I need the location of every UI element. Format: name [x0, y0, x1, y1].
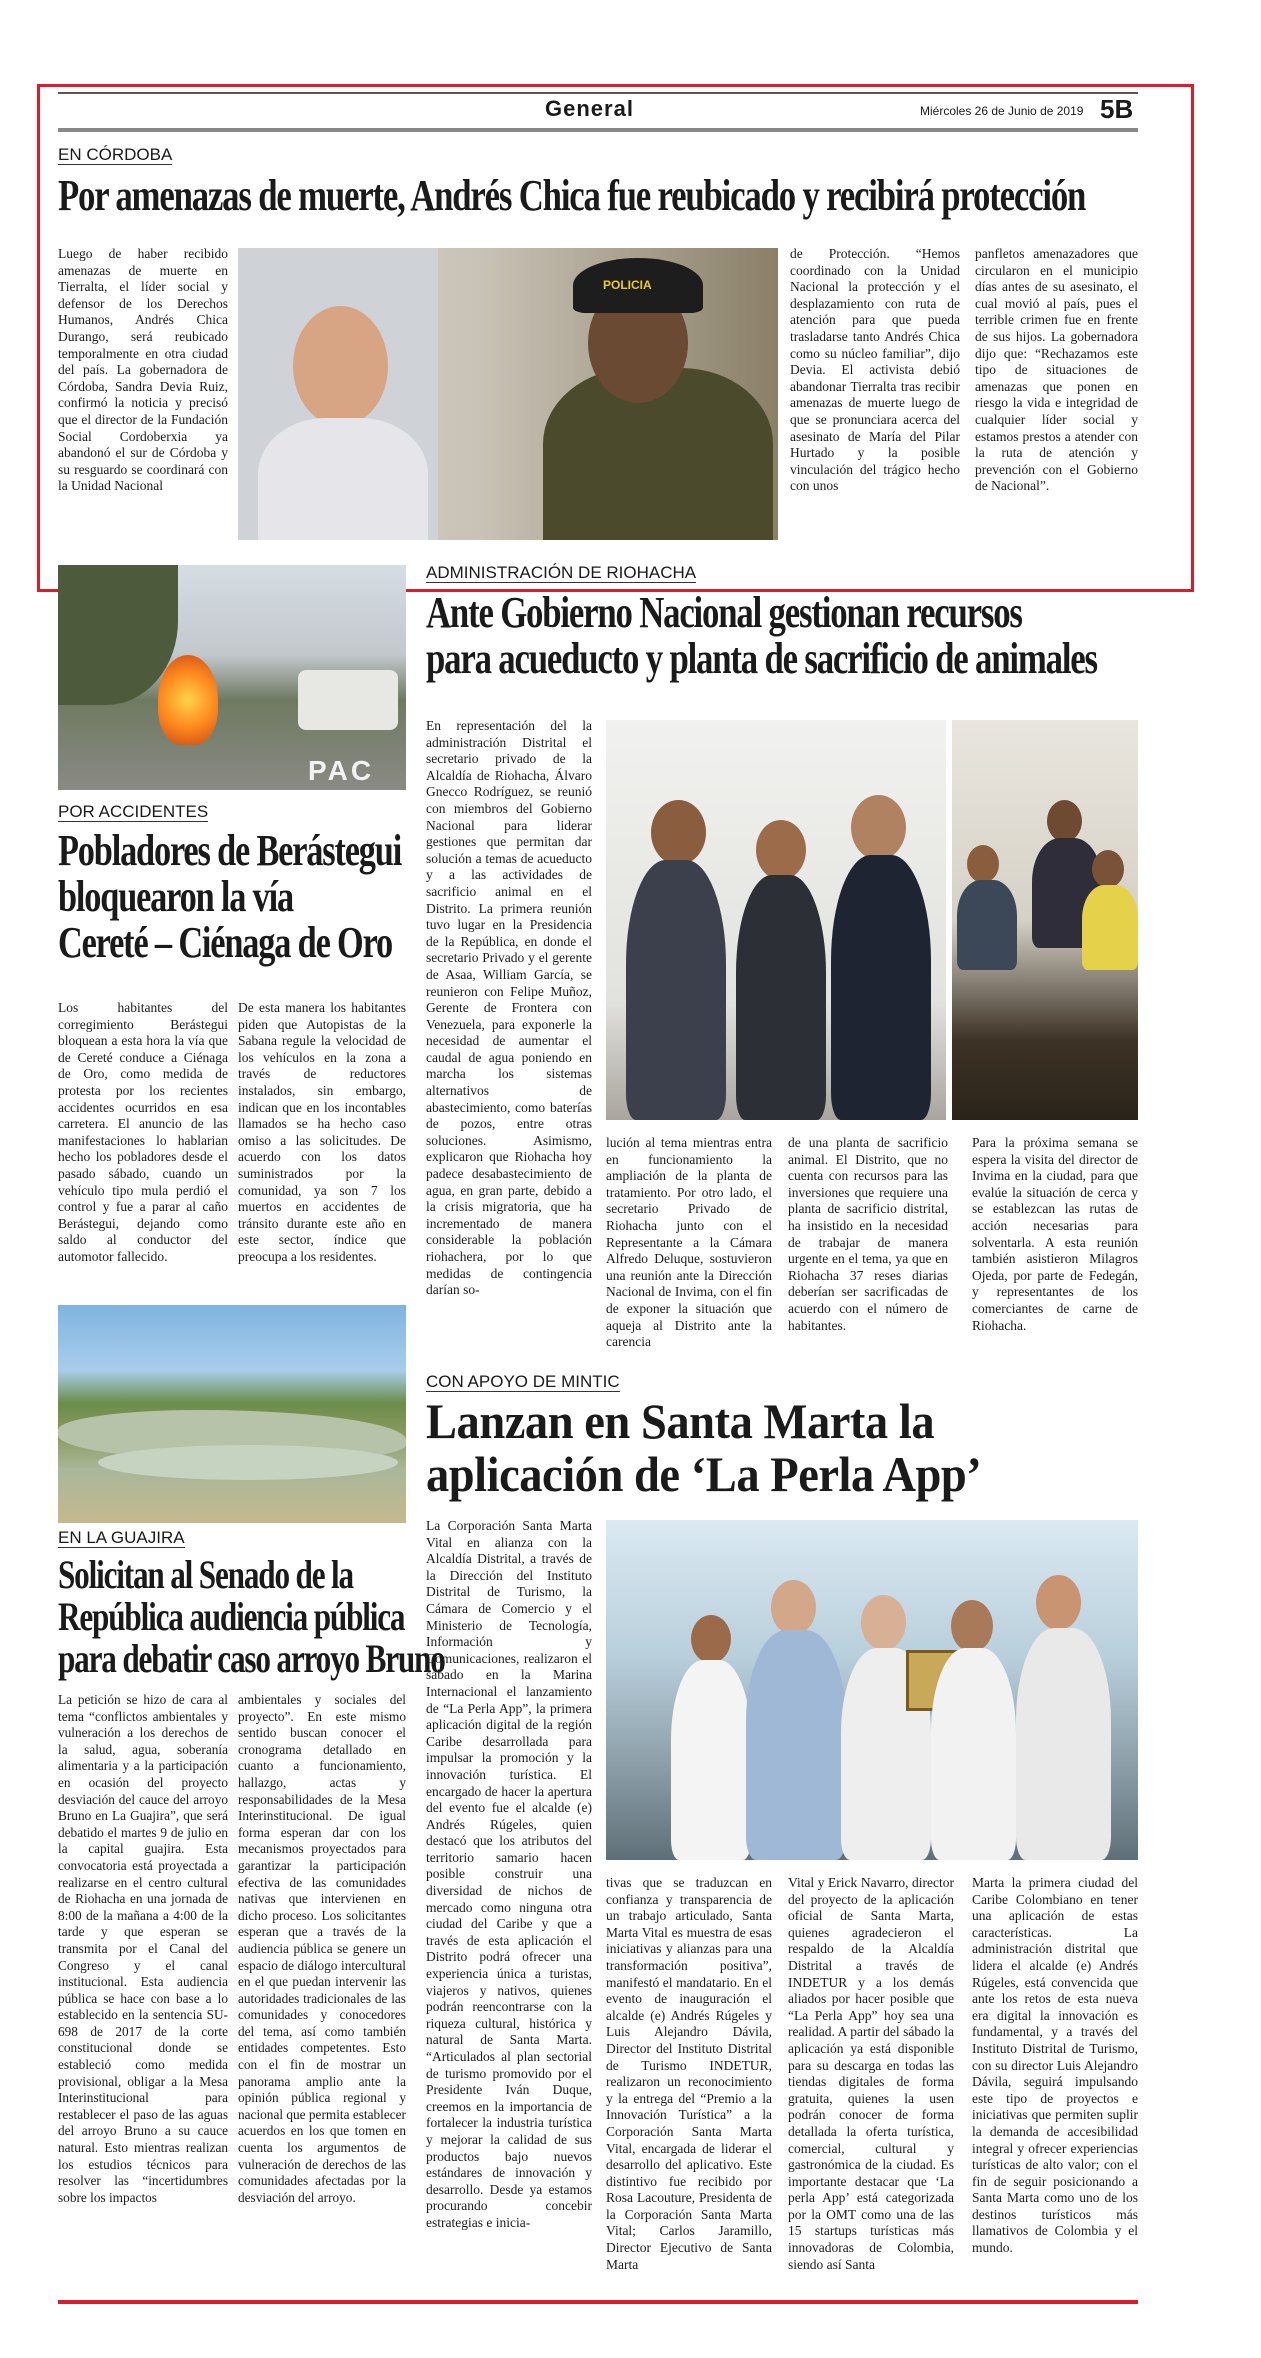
story1-col1: Luego de haber recibido amenazas de muerte en Tierralta, el líder social y defensor de los Derechos Humanos, Andrés Chica Durango, será reubicado temporalmente en otra ciudad del país. La gobernadora de Córdoba, Sandra Devia Ruiz, confirmó la noticia y precisó que el director de la Fundación Social Cordoberxia ya abandonó el sur de Córdoba y su resguardo se coordinará con la Unidad Nacional: [58, 246, 228, 494]
story2-photo: [58, 565, 406, 790]
story5-headline: [426, 1395, 981, 1500]
story3-col4: Para la próxima semana se espera la visita del director de Invima en la ciudad, para que evalúe la situación de cerca y se establezcan las rutas de acción necesarias para solventarla. A esta reunión también asistieron Milagros Ojeda, por parte de Fedegán, y representantes de los comerciantes de carne de Riohacha.: [972, 1135, 1138, 1333]
story3-headline: [426, 590, 1097, 682]
story5-headline-line2: aplicación de ‘La Perla App’: [426, 1445, 982, 1502]
story3-headline-line2: para acueducto y planta de sacrificio de animales: [426, 634, 1097, 684]
story5-col3: Vital y Erick Navarro, director del proyecto de la aplicación oficial de Santa Marta, quienes agradecieron el respaldo de la Alcaldía Distrital a través de INDETUR y a los demás aliados por hacer posible que “La Perla App” hoy sea una realidad. A partir del sábado la aplicación ya está disponible para su descarga en todas las tiendas digitales de forma gratuita, quienes la usen podrán conocer de forma detallada la oferta turística, comercial, cultural y gastronómica de la ciudad. Es importante destacar que ‘La perla App’ está categorizada por la OMT como una de las 15 startups turísticas más innovadoras de Colombia, siendo así Santa: [788, 1875, 954, 2272]
story4-col1: La petición se hizo de cara al tema “conflictos ambientales y vulneración a los derechos de la salud, agua, soberanía alimentaria y a la participación en ocasión del proyecto desviación del cauce del arroyo Bruno en La Guajira”, que será debatido el martes 9 de julio en la capital guajira. Esta convocatoria está proyectada a realizarse en el centro cultural de Riohacha en una jornada de 8:00 de la mañana a 4:00 de la tarde y que esperan se transmita por el Canal del Congreso y el canal institucional. Esta audiencia pública se hace con base a lo establecido en la sentencia SU-698 de 2017 de la corte constitucional donde se estableció como medida provisional, obligar a la Mesa Interinstitucional para restablecer el paso de las aguas del arroyo Bruno a su cauce natural. Esto mientras realizan los estudios técnicos para resolver las “incertidumbres sobre los impactos: [58, 1692, 228, 2205]
story5-col2: tivas que se traduzcan en confianza y transparencia de un trabajo articulado, Santa Marta Vital es muestra de esas iniciativas y alianzas para una transformación positiva”, manifestó el mandatario. En el evento de inauguración el alcalde (e) Andrés Rúgeles y Luis Alejandro Dávila, Director del Instituto Distrital de Turismo INDETUR, realizaron un reconocimiento y la entrega del “Premio a la Innovación Turística” a la Corporación Santa Marta Vital, encargada de liderar el desarrollo del aplicativo. Este distintivo fue recibido por Rosa Lacouture, Presidenta de la Corporación Santa Marta Vital; Carlos Jaramillo, Director Ejecutivo de Santa Marta: [606, 1875, 772, 2272]
story5-headline-line1: Lanzan en Santa Marta la: [426, 1393, 935, 1449]
story1-kicker: EN CÓRDOBA: [58, 145, 173, 164]
story2-col2: De esta manera los habitantes piden que Autopistas de la Sabana regule la velocidad de los vehículos en la zona a través de reductores instalados, sin embargo, indican que en los incontables llamados se ha hecho caso omiso a las solicitudes. De acuerdo con los datos suministrados por la comunidad, ya son 7 los muertos en accidentes de tránsito durante este año en este sector, índice que preocupa a los residentes.: [238, 1000, 406, 1264]
story3-col3: de una planta de sacrificio animal. El Distrito, que no cuenta con recursos para las inversiones que requiere una planta de sacrificio distrital, ha insistido en la necesidad de trabajar de manera urgente en el tema, ya que en Riohacha 37 reses diarias deberían ser sacrificadas de acuerdo con el número de habitantes.: [788, 1135, 948, 1333]
story4-col2: ambientales y sociales del proyecto”. En este mismo sentido buscan conocer el cronograma detallado en cuanto a funcionamiento, hallazgo, actas y responsabilidades de la Mesa Interinstitucional. De igual forma esperan dar con los mecanismos proyectados para garantizar la participación efectiva de las comunidades nativas que intervienen en dicho proceso. Los solicitantes esperan que a través de la audiencia pública se genere un espacio de diálogo intercultural en el que puedan intervenir las autoridades tradicionales de las comunidades y conocedores del tema, así como también entidades competentes. Esto con el fin de mostrar un panorama amplio ante la opinión pública regional y nacional que permita establecer acuerdos en los que tomen en cuenta los argumentos de vulneración de derechos de las comunidades afectadas por la desviación del arroyo.: [238, 1692, 406, 2205]
story3-photo-left: [606, 720, 946, 1120]
story3-kicker: ADMINISTRACIÓN DE RIOHACHA: [426, 563, 697, 582]
story2-headline-line2: bloquearon la vía: [58, 872, 294, 922]
story4-headline-line1: Solicitan al Senado de la: [58, 1552, 353, 1597]
page-bottom-rule: [58, 2300, 1138, 2304]
story5-photo: [606, 1520, 1138, 1860]
story3-col2: lución al tema mientras entra en funcionamiento la ampliación de la planta de tratamiento. Por otro lado, el secretario Privado de Riohacha junto con el Representante a la Cámara Alfredo Deluque, sostuvieron una reunión ante la Dirección Nacional de Invima, con el fin de exponer la situación que aqueja al Distrito ante la carencia: [606, 1135, 772, 1350]
story5-kicker: CON APOYO DE MINTIC: [426, 1372, 620, 1391]
story4-photo: [58, 1305, 406, 1523]
story5-col4: Marta la primera ciudad del Caribe Colombiano en tener una aplicación de estas características. La administración distrital que lidera el alcalde (e) Andrés Rúgeles, está convencida que ante los retos de esta nueva era digital la innovación es fundamental, y a través del Instituto Distrital de Turismo, con su director Luis Alejandro Dávila, seguirá impulsando este tipo de proyectos e iniciativas que permiten suplir la demanda de accesibilidad integral y ofrecer experiencias turísticas de alto valor; con el fin de seguir posicionando a Santa Marta como uno de los destinos turísticos más llamativos de Colombia y el mundo.: [972, 1875, 1138, 2256]
road-marking-text: PAC: [308, 755, 375, 786]
story2-col1: Los habitantes del corregimiento Berástegui bloquean a esta hora la vía que de Cereté conduce a Ciénaga de Oro, como medida de protesta por los recientes accidentes ocurridos en esa carretera. El anuncio de las manifestaciones lo hablarian hecho los pobladores desde el pasado sábado, cuando un vehículo tipo mula perdió el control y fue a parar al caño Berástegui, dejando como saldo al conductor del automotor fallecido.: [58, 1000, 228, 1264]
highlight-frame: [37, 84, 1194, 592]
story3-photo-right: [952, 720, 1138, 1120]
page-number: 5B: [1100, 94, 1134, 124]
story3-col1: En representación del la administración Distrital el secretario privado de la Alcaldía de Riohacha, Álvaro Gnecco Rodríguez, se reunió con miembros del Gobierno Nacional para liderar gestiones que permitan dar solución a temas de acueducto y a las actividades de sacrificio animal en el Distrito. La primera reunión tuvo lugar en la Presidencia de la República, en donde el secretario Privado y el gerente de Asaa, William García, se reunieron con Felipe Muñoz, Gerente de Frontera con Venezuela, para exponerle la necesidad de aumentar el caudal de agua poniendo en marcha los sistemas alternativos de abastecimiento, como baterías de pozos, entre otras soluciones. Asimismo, explicaron que Riohacha hoy padece desabastecimiento de agua, en gran parte, debido a la crisis migratoria, que ha incrementado de manera considerable la población riohachera, por lo que medidas de contingencia darían so-: [426, 718, 592, 1298]
story1-headline: Por amenazas de muerte, Andrés Chica fue reubicado y recibirá protección: [58, 171, 1086, 220]
story2-headline-line1: Pobladores de Berástegui: [58, 826, 402, 875]
story4-headline: [58, 1554, 445, 1680]
section-name: General: [545, 96, 634, 121]
story2-kicker: POR ACCIDENTES: [58, 802, 209, 821]
story4-headline-line2: República audiencia pública: [58, 1594, 405, 1639]
story2-headline: [58, 828, 401, 967]
story4-headline-line3: para debatir caso arroyo Bruno: [58, 1636, 445, 1681]
story1-col2: de Protección. “Hemos coordinado con la Unidad Nacional la protección y el desplazamiento con ruta de atención para que pueda trasladarse tanto Andrés Chica como su núcleo familiar”, dijo Devia. El activista debió abandonar Tierralta tras recibir amenazas de muerte luego de que se pronunciara acerca del asesinato de María del Pilar Hurtado y la posible vinculación del trágico hecho con unos: [790, 246, 960, 494]
story4-kicker: EN LA GUAJIRA: [58, 1528, 185, 1547]
story5-col1: La Corporación Santa Marta Vital en alianza con la Alcaldía Distrital, a través de la Dirección del Instituto Distrital de Turismo, la Cámara de Comercio y el Ministerio de Tecnología, Información y Comunicaciones, realizaron el sábado en la Marina Internacional el lanzamiento de “La Perla App”, la primera aplicación digital de la región Caribe desarrollada para impulsar la promoción y la innovación turística. El encargado de hacer la apertura del evento fue el alcalde (e) Andrés Rúgeles, quien destacó que los atributos del territorio samario hacen posible construir una diversidad de nichos de mercado como ninguna otra ciudad del Caribe y que a través de esta aplicación el Distrito podrá ofrecer una experiencia única a turistas, viajeros y nativos, quienes podrán reencontrarse con la riqueza cultural, histórica y natural de Santa Marta. “Articulados al plan sectorial de turismo promovido por el Presidente Iván Duque, creemos en la importancia de fortalecer la industria turística y mejorar la calidad de sus productos bajo nuevos estándares de innovación y desarrollo. Desde ya estamos procurando concebir estrategias e inicia-: [426, 1518, 592, 2230]
story3-headline-line1: Ante Gobierno Nacional gestionan recursos: [426, 588, 1022, 637]
story2-headline-line3: Cereté – Ciénaga de Oro: [58, 918, 393, 968]
police-cap-badge: POLICIA: [603, 278, 652, 292]
story1-col3: panfletos amenazadores que circularon en el municipio días antes de su asesinato, el cual movió al país, pues el terrible crimen fue en frente de sus hijos. La gobernadora dijo que: “Rechazamos este tipo de situaciones de amenazas que ponen en riesgo la vida e integridad de cualquier líder social y estamos prestos a atender con la ruta de atención y prevención con el Gobierno de Nacional”.: [975, 246, 1138, 494]
issue-date: Miércoles 26 de Junio de 2019: [920, 104, 1084, 118]
